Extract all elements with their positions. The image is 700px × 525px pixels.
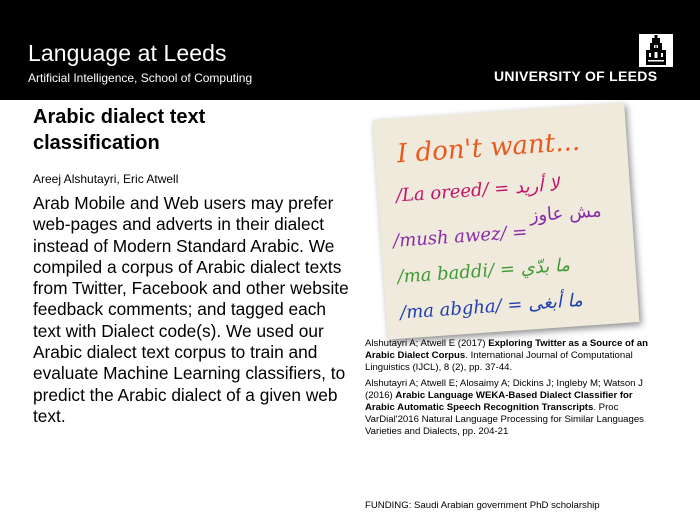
photo-line-1: I don't want... bbox=[396, 126, 581, 170]
abstract-text: Arab Mobile and Web users may prefer web-pages and adverts in their dialect instead of Modern Standard Arabic. We compiled a corpus of Arabic dialect texts from Twitter, Facebook and other website feedback comments; and tagged each text with Dialect code(s). We used our Arabic dialect text corpus to train and evaluate Machine Learning classifiers, to predict the Arabic dialect of a given web text. bbox=[33, 193, 349, 426]
photo-line-2: /La oreed/ = لا أريد bbox=[395, 174, 560, 207]
photo-line-6: /ma abgha/ = ما أبغى bbox=[399, 289, 584, 324]
slide-title: Arabic dialect text classification bbox=[33, 106, 206, 154]
handwritten-note-photo bbox=[373, 102, 640, 339]
header-banner bbox=[0, 0, 700, 100]
reference-1: Alshutayri A; Atwell E (2017) Exploring Twitter as a Source of an Arabic Dialect Corpus. International Journal of Computational Linguistics (IJCL), 8 (2), pp. 37-44. bbox=[365, 338, 648, 373]
reference-2: Alshutayri A; Atwell E; Alosaimy A; Dickins J; Ingleby M; Watson J (2016) Arabic Language WEKA-Based Dialect Classifier for Arabic Automatic Speech Recognition Transcripts. Proc VarDial'2016 Natural Language Processing for Similar Languages Varieties and Dialects, pp. 204-21 bbox=[365, 378, 644, 437]
authors: Areej Alshutayri, Eric Atwell bbox=[33, 172, 179, 186]
photo-line-4: /mush awez/ = bbox=[392, 221, 528, 252]
university-crest-icon bbox=[639, 34, 673, 67]
site-subtitle: Artificial Intelligence, School of Computing bbox=[28, 71, 253, 85]
site-title: Language at Leeds bbox=[28, 40, 227, 66]
references bbox=[365, 338, 660, 442]
funding-note: FUNDING: Saudi Arabian government PhD scholarship bbox=[365, 500, 600, 511]
photo-line-5: /ma baddi/ = ما بدّي bbox=[396, 254, 571, 288]
photo-line-3: مش عاوز bbox=[528, 200, 603, 227]
university-logo-text: UNIVERSITY OF LEEDS bbox=[494, 68, 658, 84]
